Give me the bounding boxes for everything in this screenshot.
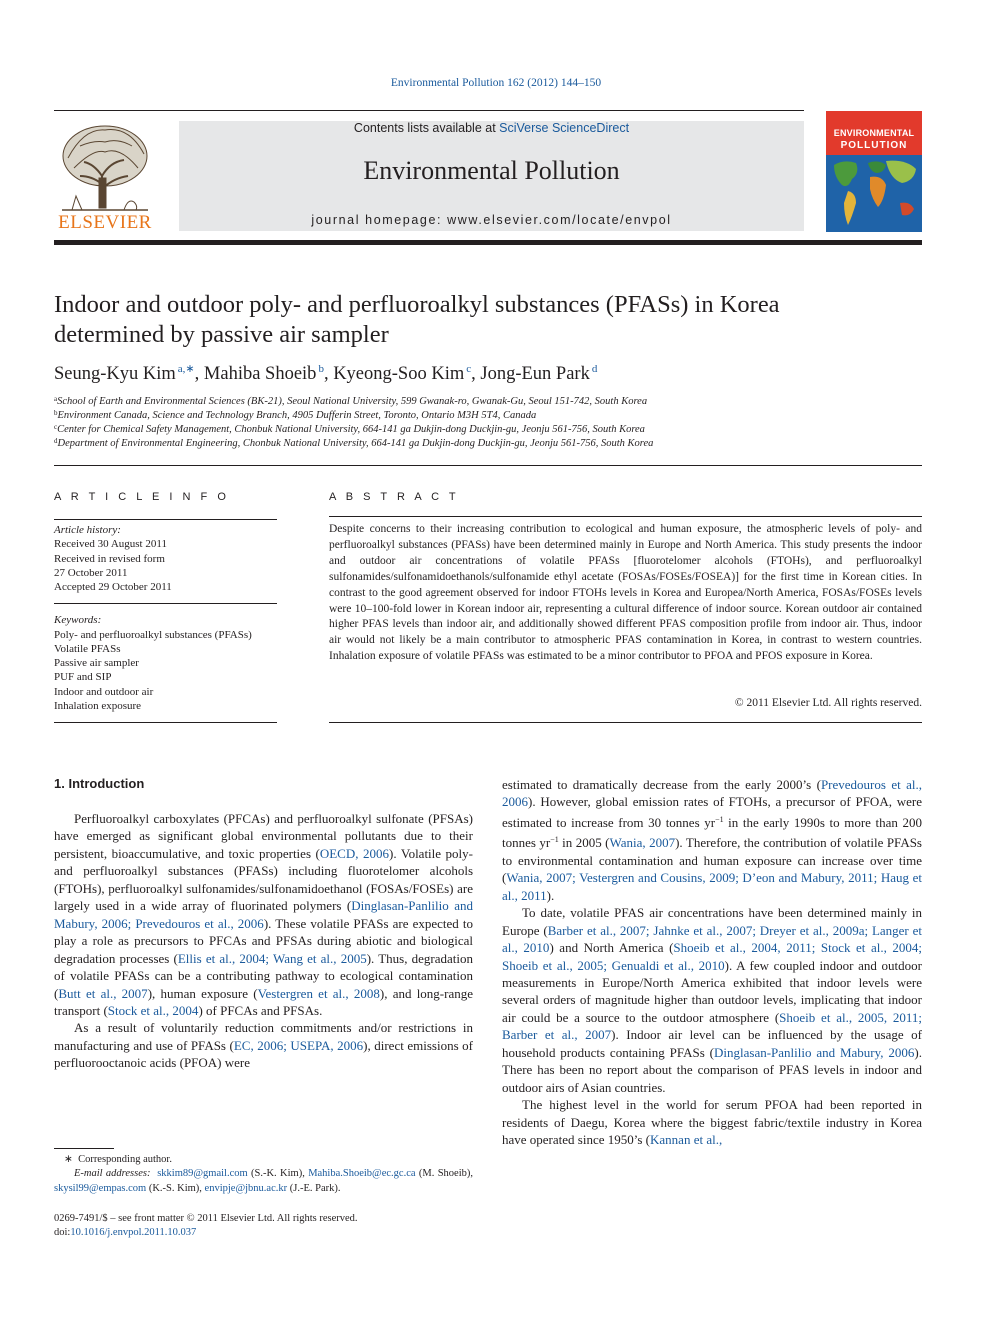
cover-world-map-icon [826, 155, 922, 232]
journal-reference[interactable]: Environmental Pollution 162 (2012) 144–150 [390, 77, 602, 89]
footnote-rule [54, 1148, 114, 1149]
intro-paragraph-continued: estimated to dramatically decrease from the early 2000’s (Prevedouros et al., 2006). However, global emission rates of FTOHs, a precursor of PFOA, were estimated to increase from 30 tonnes $yr^{-1}$ in the early 1990s to more than 200 tonnes $yr^{-1}$ in 2005 (Wania, 2007). Therefore, the contribution of volatile PFASs to environmental contamination and human exposure can increase over time (Wania, 2007; Vestergren and Cousins, 2009; D’eon and Mabury, 2011; Haug et al., 2011). [502, 777, 922, 903]
journal-homepage[interactable]: journal homepage: www.elsevier.com/locate/envpol [311, 213, 672, 227]
intro-paragraph: As a result of voluntarily reduction commitments and/or restrictions in manufacturing and use of PFASs (EC, 2006; USEPA, 2006), direct emissions of perfluorooctanoic acids (PFOA) were [54, 1020, 473, 1071]
intro-paragraph: The highest level in the world for serum PFOA had been reported in residents of Daegu, Korea where the biggest fabric/textile industry in Korea have operated since 1950’s (Kannan et al., [502, 1097, 922, 1148]
article-title-line-1: Indoor and outdoor poly- and perfluoroalkyl substances (PFASs) in Korea [54, 291, 780, 318]
abstract-copyright: © 2011 Elsevier Ltd. All rights reserved. [734, 697, 922, 709]
affiliation-text: School of Earth and Environmental Sciences (BK-21), Seoul National University, 599 Gwanak-ro, Gwanak-Gu, Seoul 151-742, South Korea [57, 396, 648, 407]
elsevier-wordmark: ELSEVIER [58, 212, 152, 233]
journal-title: Environmental Pollution [363, 156, 620, 185]
body-left-column [54, 810, 473, 1072]
sciencedirect-link[interactable]: SciVerse ScienceDirect [499, 121, 630, 135]
affiliation-mark: c [54, 423, 58, 431]
unit-exponent: −1 [550, 835, 559, 845]
journal-cover-thumbnail[interactable] [826, 111, 922, 232]
article-info-rule [54, 519, 277, 520]
email-link[interactable]: Mahiba.Shoeib@ec.gc.ca [308, 1168, 416, 1179]
citation-link[interactable]: Wania, 2007; Vestergren and Cousins, 2009; D’eon and Mabury, 2011; Haug et al., 2011 [502, 870, 922, 903]
affiliation [54, 409, 922, 421]
keyword-item: Volatile PFASs [54, 643, 121, 655]
email-label: E-mail addresses: [74, 1168, 151, 1179]
keyword-item: Indoor and outdoor air [54, 686, 154, 698]
citation-link[interactable]: EC, 2006; USEPA, 2006 [233, 1037, 364, 1053]
intro-paragraph: Perfluoroalkyl carboxylates (PFCAs) and perfluoroalkyl sulfonate (PFSAs) have emerged as significant global environmental pollutants due to their persistent, bioaccumulative, and toxic properties (OECD, 2006). Volatile poly- and perfluoroalkyl substances (PFASs) including fluorotelomer alcohols (FTOHs), perfluoroalkyl sulfonamides/sulfonamidoethanol (FOSAs/FOSEs) are largely used in a wide array of fluorinated polymers (Dinglasan-Panlilio and Mabury, 2006; Prevedouros et al., 2006). These volatile PFASs are expected to play a role as precursors to PFCAs and PFSAs during abiotic and biological degradation processes (Ellis et al., 2004; Wang et al., 2005). Thus, degradation of volatile PFASs can be a contributing pathway to ecological contamination (Butt et al., 2007), human exposure (Vestergren et al., 2008), and long-range transport (Stock et al., 2004) of PFCAs and PFSAs. [54, 811, 473, 1018]
keyword-item: PUF and SIP [54, 671, 112, 683]
citation-link[interactable]: Kannan et al., [650, 1132, 723, 1148]
intro-paragraph: To date, volatile PFAS air concentrations have been determined mainly in Europe (Barber et al., 2007; Jahnke et al., 2007; Dreyer et al., 2009a; Langer et al., 2010) and North America (Shoeib et al., 2004, 2011; Stock et al., 2004; Shoeib et al., 2005; Genualdi et al., 2010). A few coupled indoor and outdoor measurements in Europe/North America exhibited that indoor levels were several orders of magnitude higher than outdoor levels, implicating that indoor air could be a source to the outdoor atmosphere (Shoeib et al., 2005, 2011; Barber et al., 2007). Indoor air level can be influenced by the usage of household products containing PFASs (Dinglasan-Panlilio and Mabury, 2006). There has been no report about the comparison of PFAS levels in indoor and outdoor airs of Asian countries. [502, 905, 922, 1095]
affiliation-mark: b [54, 409, 58, 417]
email-link[interactable]: skkim89@gmail.com [157, 1168, 248, 1179]
article-title [54, 290, 914, 350]
contents-prefix: Contents lists available at [353, 121, 500, 135]
history-item: Accepted 29 October 2011 [54, 581, 172, 593]
author-affiliation-mark[interactable]: b [318, 363, 324, 375]
abstract-text: Despite concerns to their increasing contribution to ecological and human exposure, the atmospheric levels of poly- and perfluoroalkyl substances (PFASs) have been determined mainly in Europe and North America. This study presents the indoor and outdoor air concentrations of volatile PFASs [fluorotelomer alcohols (FTOHs), and perfluoroalkyl sulfonamides/sulfonamidoethanols/sulfonamide ethyl acetate (FOSAs/FOSEs/FOSEA)] for the first time in Korean cities. In contrast to the good agreement observed for indoor FTOHs levels in Korea and Europea/North America, FOSAs/FOSEs levels were 10–100-fold lower in Korean indoor air, representing a cultural difference of indoor source. Korean outdoor air contained higher PFAS levels than indoor air, and additionally showed different PFAS composition profile from indoor air. Thus, indoor air would not likely be a main contributor to atmospheric PFAS contamination in Korea, in contrast to western countries. Inhalation exposure of volatile PFASs was estimated to be a minor contributor to PFOA and PFOS exposure in Korea. [329, 523, 922, 663]
author-name: Mahiba Shoeib [203, 364, 317, 384]
email-link[interactable]: envipje@jbnu.ac.kr [204, 1183, 288, 1194]
author-name: Kyeong-Soo Kim [333, 364, 465, 384]
author-affiliation-mark[interactable]: d [591, 363, 598, 375]
section-heading-introduction: 1. Introduction [54, 776, 145, 791]
author-list [54, 362, 922, 385]
contents-availability [179, 121, 804, 135]
doi-line: doi:10.1016/j.envpol.2011.10.037 [54, 1227, 197, 1238]
affiliation [54, 437, 922, 449]
doi-link[interactable]: 10.1016/j.envpol.2011.10.037 [70, 1227, 197, 1238]
citation-link[interactable]: Dinglasan-Panlilio and Mabury, 2006 [714, 1044, 915, 1060]
keyword-item: Inhalation exposure [54, 700, 142, 712]
history-item: Received 30 August 2011 [54, 538, 167, 550]
header-rule [54, 110, 804, 111]
article-title-line-2: determined by passive air sampler [54, 321, 389, 348]
affiliation [54, 395, 922, 407]
article-info-bottom-rule [54, 722, 277, 723]
abstract-rule [329, 516, 922, 517]
affiliation-text: Department of Environmental Engineering, Chonbuk National University, 664-141 ga Dukjin-dong Duckjin-gu, Jeonju 561-756, South Korea [57, 438, 654, 449]
citation-link[interactable]: Prevedouros et al., 2006 [502, 777, 922, 810]
keywords-label: Keywords: [54, 614, 102, 626]
citation-link[interactable]: Wania, 2007 [609, 835, 676, 851]
cover-title-line-1: ENVIRONMENTAL [833, 128, 915, 138]
email-footnote: E-mail addresses: skkim89@gmail.com (S.-K. Kim), Mahiba.Shoeib@ec.gc.ca (M. Shoeib), skysil99@empas.com (K.-S. Kim), envipje@jbnu.ac.kr (J.-E. Park). [54, 1168, 473, 1194]
affiliation-mark: a [54, 395, 58, 403]
corresponding-author-note: ∗ Corresponding author. [64, 1154, 172, 1165]
citation-link[interactable]: Stock et al., 2004 [107, 1002, 199, 1018]
email-link[interactable]: skysil99@empas.com [54, 1183, 147, 1194]
author-separator: , [194, 364, 204, 384]
issn-line: 0269-7491/$ – see front matter © 2011 Elsevier Ltd. All rights reserved. [54, 1213, 358, 1224]
author-separator: , [323, 364, 334, 384]
unit-exponent: −1 [715, 814, 724, 824]
author-separator: , [471, 364, 481, 384]
body-right-column [502, 776, 922, 1149]
history-item: Received in revised form [54, 553, 165, 565]
author-name: Jong-Eun Park [480, 364, 590, 384]
header-thick-rule [54, 240, 922, 245]
citation-link[interactable]: Dinglasan-Panlilio and Mabury, 2006; Prevedouros et al., 2006 [54, 898, 473, 931]
citation-link[interactable]: Barber et al., 2007; Jahnke et al., 2007; Dreyer et al., 2009a; Langer et al., 2010 [502, 922, 922, 956]
citation-link[interactable]: OECD, 2006 [319, 845, 389, 861]
keywords-rule [54, 603, 277, 604]
affiliation-text: Environment Canada, Science and Technology Branch, 4905 Dufferin Street, Toronto, Ontario M3H 5T4, Canada [57, 410, 537, 421]
affiliation-text: Center for Chemical Safety Management, Chonbuk National University, 664-141 ga Dukjin-dong Duckjin-gu, Jeonju 561-756, South Korea [57, 424, 645, 435]
cover-title-line-2: POLLUTION [840, 140, 908, 151]
author-affiliation-mark[interactable]: a,∗ [177, 363, 195, 375]
citation-link[interactable]: Vestergren et al., 2008 [257, 985, 380, 1001]
affiliation-mark: d [54, 437, 58, 445]
author-affiliation-mark[interactable]: c [466, 363, 472, 375]
citation-link[interactable]: Shoeib et al., 2005, 2011; Barber et al., 2007 [502, 1009, 922, 1043]
citation-link[interactable]: Ellis et al., 2004; Wang et al., 2005 [177, 950, 367, 966]
affiliation [54, 423, 922, 435]
history-label: Article history: [54, 524, 121, 536]
keyword-item: Passive air sampler [54, 657, 139, 669]
keyword-item: Poly- and perfluoroalkyl substances (PFASs) [54, 629, 252, 641]
author-name: Seung-Kyu Kim [54, 364, 176, 384]
citation-link[interactable]: Butt et al., 2007 [58, 985, 148, 1001]
abstract-bottom-rule [329, 722, 922, 723]
abstract-heading: A B S T R A C T [329, 491, 460, 503]
citation-link[interactable]: Shoeib et al., 2004, 2011; Stock et al., 2004; Shoeib et al., 2005; Genualdi et al., 2010 [502, 940, 922, 973]
affiliation-rule [54, 465, 922, 466]
footnote-star: ∗ [64, 1154, 73, 1165]
history-item: 27 October 2011 [54, 567, 128, 579]
article-info-heading: A R T I C L E I N F O [54, 491, 230, 503]
